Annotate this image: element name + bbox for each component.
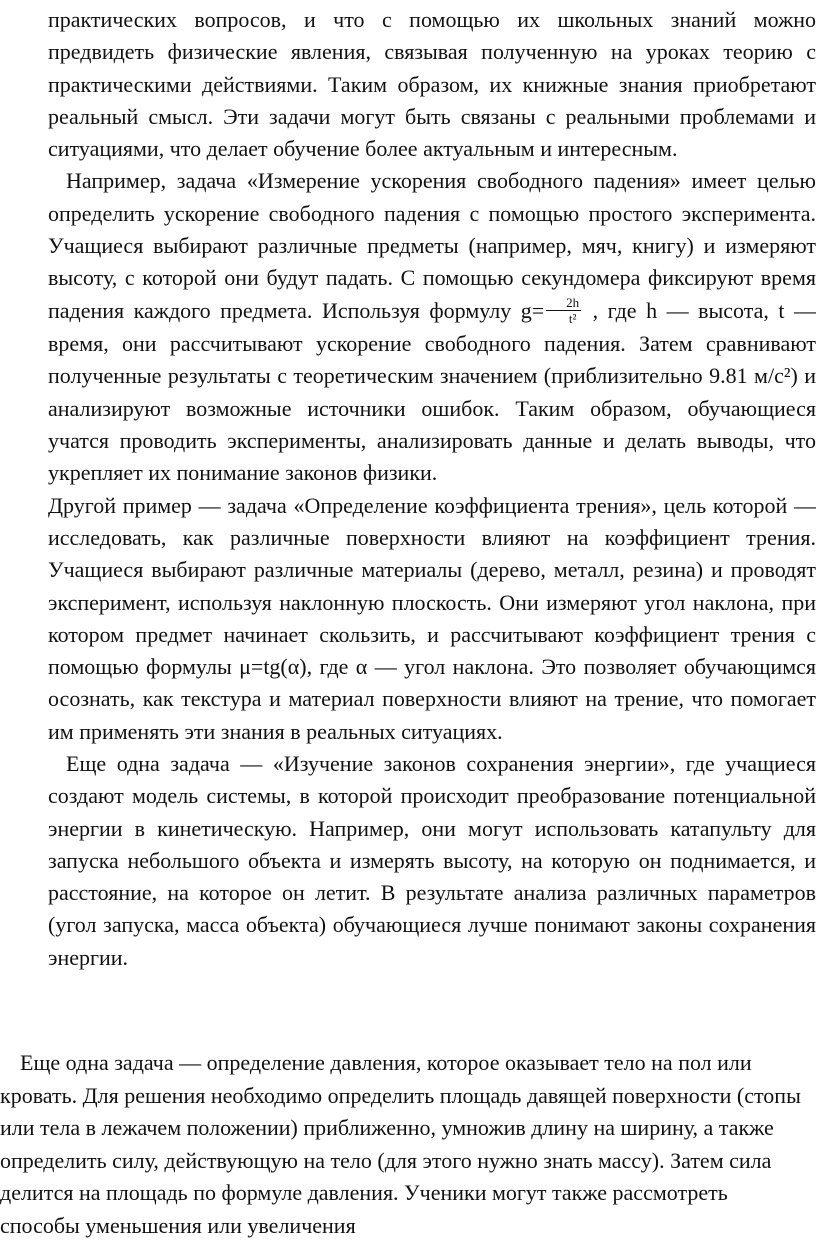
paragraph-free-fall-task (48, 165, 816, 489)
free-fall-formula-fraction (546, 295, 581, 326)
formula-numerator: 2h (546, 295, 581, 311)
paragraph-friction-task: Другой пример — задача «Определение коэффициента трения», цель которой — исследовать, как различные поверхности влияют на коэффициент трения. Учащиеся выбирают различные материалы (дерево, металл, резина) и проводят эксперимент, используя наклонную плоскость. Они измеряют угол наклона, при котором предмет начинает скользить, и рассчитывают коэффициент трения с помощью формулы μ=tg(α), где α — угол наклона. Это позволяет обучающимся осознать, как текстура и материал поверхности влияют на трение, что помогает им применять эти знания в реальных ситуациях. (48, 492, 816, 744)
formula-denominator: t² (568, 311, 577, 327)
paragraph-energy-conservation-task: Еще одна задача — «Изучение законов сохранения энергии», где учащиеся создают модель системы, в которой происходит преобразование потенциальной энергии в кинетическую. Например, они могут использовать катапульту для запуска небольшого объекта и измерять высоту, на которую он поднимается, и расстояние, на которое он летит. В результате анализа различных параметров (угол запуска, масса объекта) обучающиеся лучше понимают законы сохранения энергии. (48, 750, 816, 970)
paragraph-pressure-task: Еще одна задача — определение давления, которое оказывает тело на пол или кровать. Для решения необходимо определить площадь давящей поверхности (стопы или тела в лежачем положении) приближенно, умножив длину на ширину, а также определить силу, действующую на тело (для этого нужно знать массу). Затем сила делится на площадь по формуле давления. Ученики могут также рассмотреть способы уменьшения или увеличения (0, 1050, 801, 1238)
free-fall-text-before-formula: Например, задача «Измерение ускорения свободного падения» имеет целью определить ускорение свободного падения с помощью простого эксперимента. Учащиеся выбирают различные предметы (например, мяч, книгу) и измеряют высоту, с которой они будут падать. С помощью секундомера фиксируют время падения каждого предмета. Используя формулу g= (48, 168, 816, 323)
main-text-column (48, 4, 816, 974)
paragraph-practical-questions: практических вопросов, и что с помощью их школьных знаний можно предвидеть физические явления, связывая полученную на уроках теорию с практическими действиями. Таким образом, их книжные знания приобретают реальный смысл. Эти задачи могут быть связаны с реальными проблемами и ситуациями, что делает обучение более актуальным и интересным. (48, 7, 816, 162)
free-fall-text-after-formula: , где h — высота, t — время, они рассчитывают ускорение свободного падения. Затем сравнивают полученные результаты с теоретическим значением (приблизительно 9.81 м/с²) и анализируют возможные источники ошибок. Таким образом, обучающиеся учатся проводить эксперименты, анализировать данные и делать выводы, что укрепляет их понимание законов физики. (48, 297, 816, 486)
